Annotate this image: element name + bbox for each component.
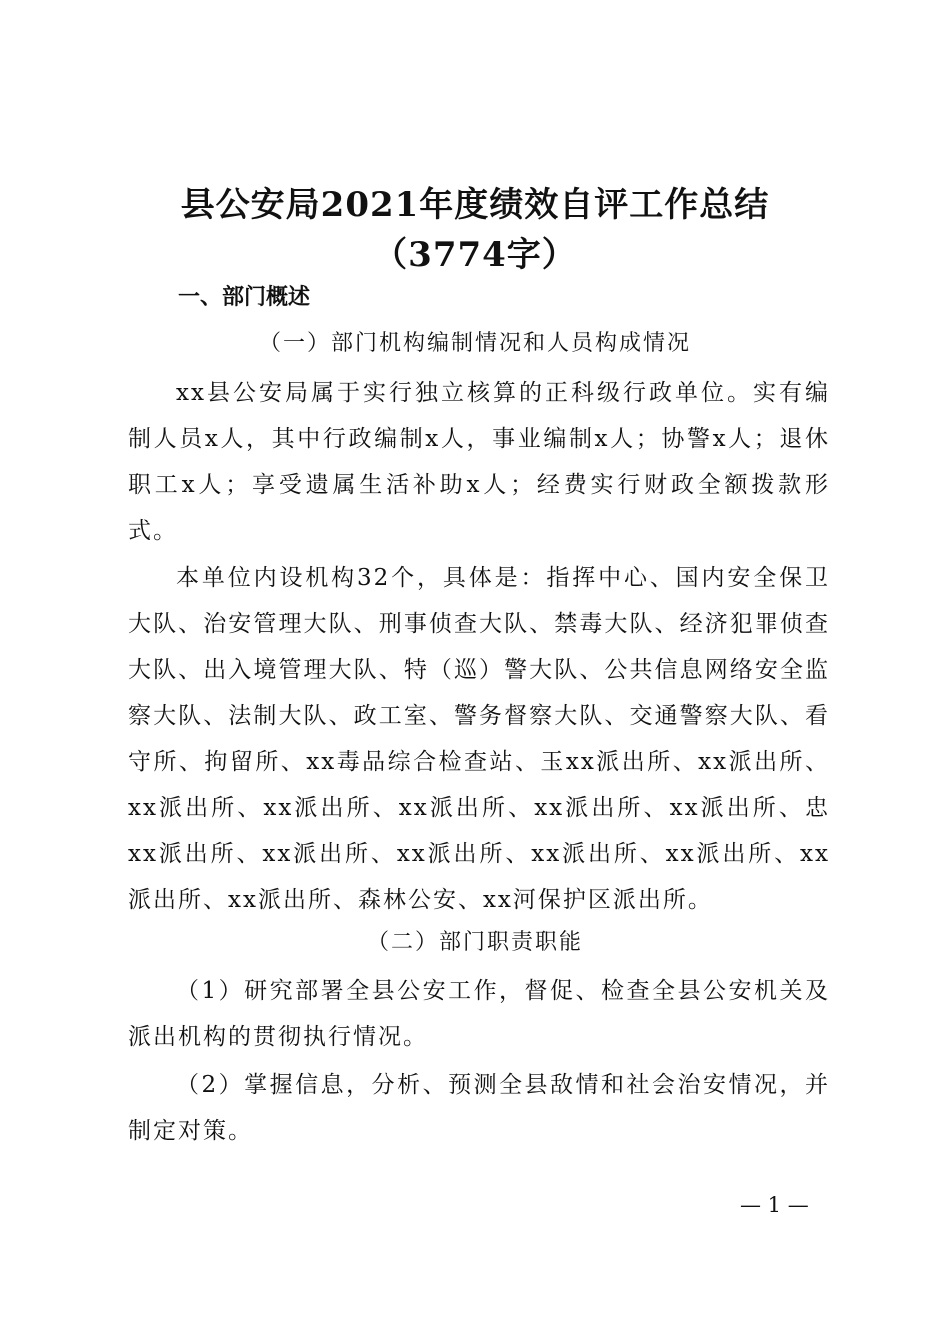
- document-title: 县公安局2021年度绩效自评工作总结（3774字）: [180, 185, 770, 275]
- paragraph-duty-1: （1）研究部署全县公安工作，督促、检查全县公安机关及派出机构的贯彻执行情况。: [128, 978, 830, 1050]
- paragraph-departments: 本单位内设机构32个，具体是：指挥中心、国内安全保卫大队、治安管理大队、刑事侦查大队、禁毒大队、经济犯罪侦查大队、出入境管理大队、特（巡）警大队、公共信息网络安全监察大队、法制大队、政工室、警务督察大队、交通警察大队、看守所、拘留所、xx毒品综合检查站、玉xx派出所、xx派出所、xx派出所、xx派出所、xx派出所、xx派出所、xx派出所、忠xx派出所、xx派出所、xx派出所、xx派出所、xx派出所、xx派出所、xx派出所、森林公安、xx河保护区派出所。: [128, 565, 830, 913]
- section-heading-overview: 一、部门概述: [178, 285, 311, 310]
- page-number: — 1 —: [740, 1193, 809, 1217]
- paragraph-duty-2: （2）掌握信息，分析、预测全县敌情和社会治安情况，并制定对策。: [128, 1072, 830, 1144]
- subsection-heading-staffing: （一）部门机构编制情况和人员构成情况: [258, 331, 691, 356]
- paragraph-staffing: xx县公安局属于实行独立核算的正科级行政单位。实有编制人员x人，其中行政编制x人，事业编制x人；协警x人；退休职工x人；享受遗属生活补助x人；经费实行财政全额拨款形式。: [128, 380, 830, 544]
- subsection-heading-duties: （二）部门职责职能: [366, 930, 583, 955]
